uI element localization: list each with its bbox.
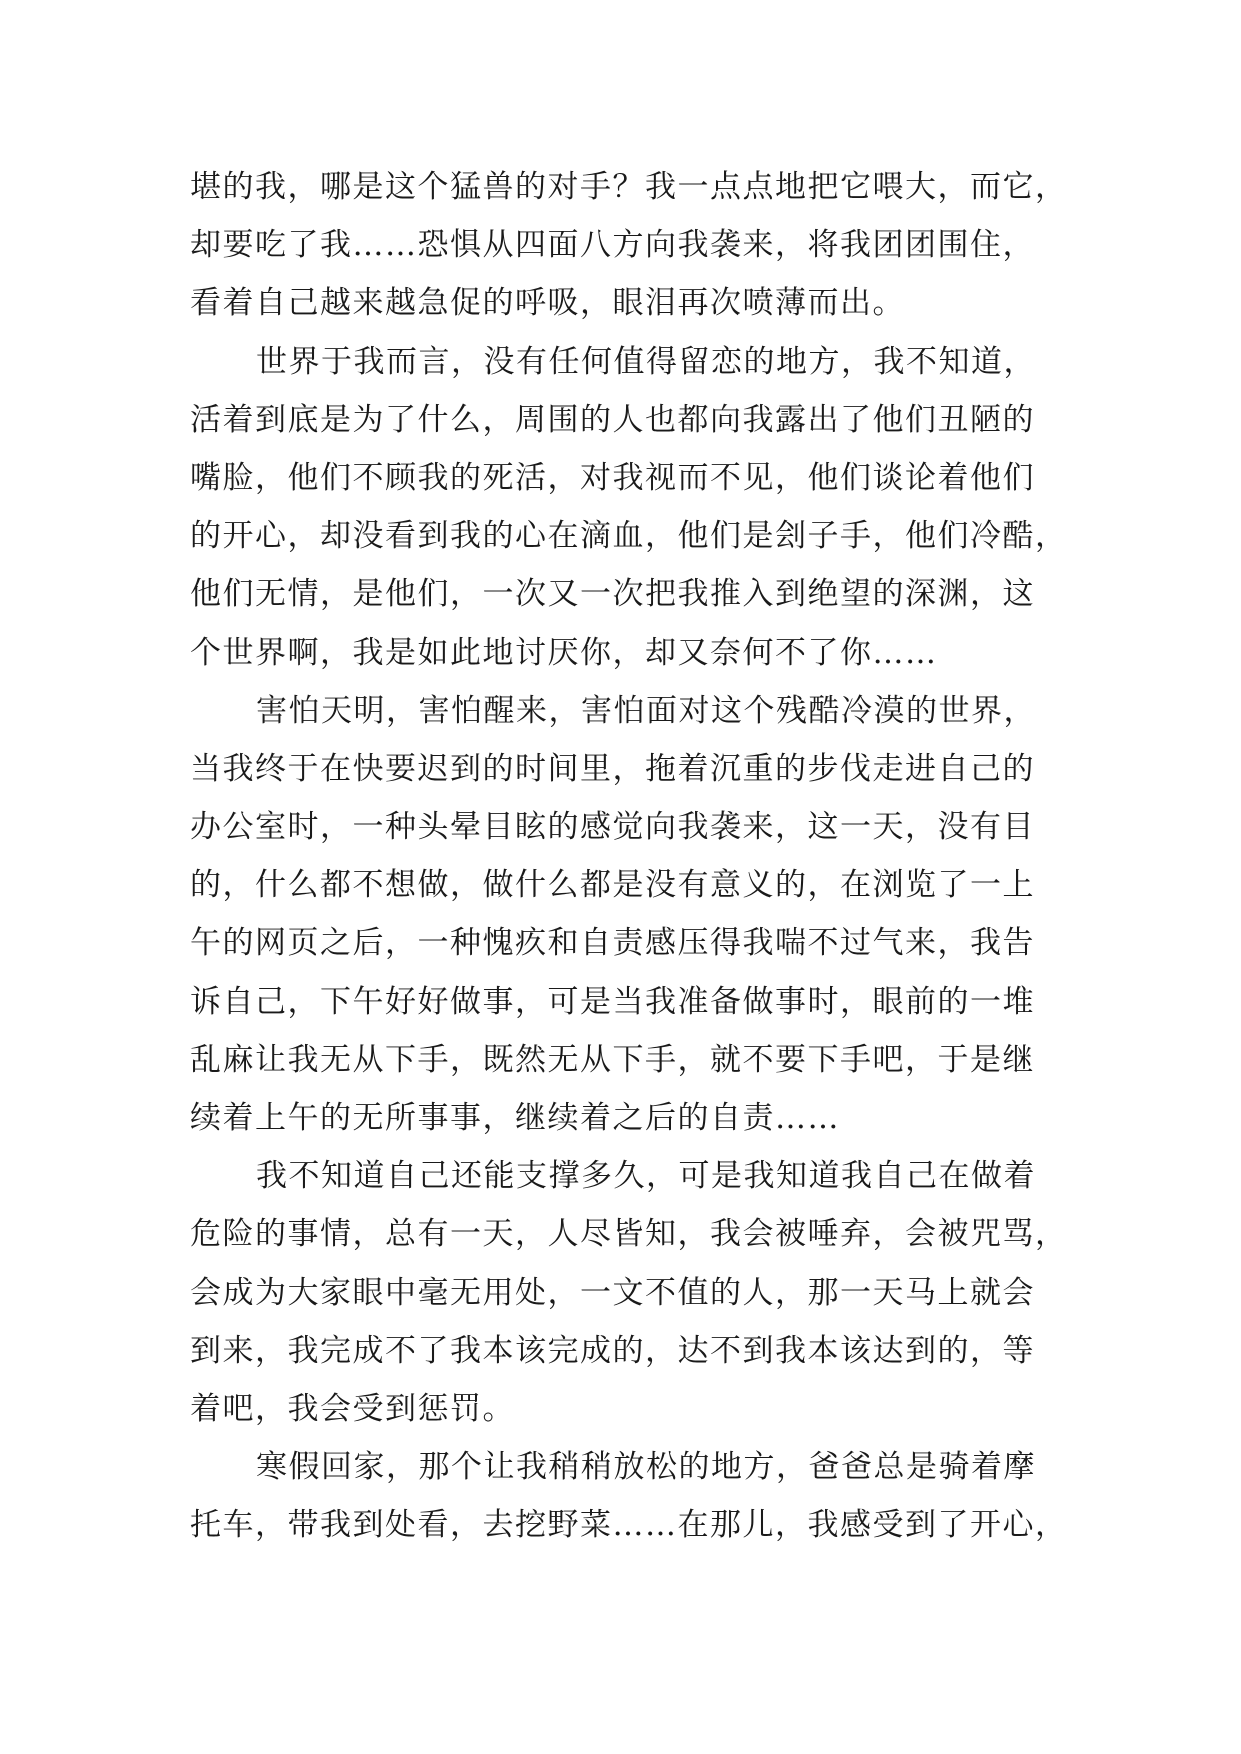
- text-line: 乱麻让我无从下手，既然无从下手，就不要下手吧，于是继: [190, 1041, 1035, 1078]
- text-line: 个世界啊，我是如此地讨厌你，却又奈何不了你……: [190, 634, 938, 671]
- paragraph-first-line: 世界于我而言，没有任何值得留恋的地方，我不知道，: [256, 343, 1036, 380]
- text-line: 办公室时，一种头晕目眩的感觉向我袭来，这一天，没有目: [190, 809, 1035, 846]
- text-line: 会成为大家眼中毫无用处，一文不值的人，那一天马上就会: [190, 1274, 1035, 1311]
- paragraph-first-line: 我不知道自己还能支撑多久，可是我知道我自己在做着: [256, 1158, 1036, 1195]
- text-line: 托车，带我到处看，去挖野菜……在那儿，我感受到了开心，: [190, 1507, 1068, 1544]
- text-line: 当我终于在快要迟到的时间里，拖着沉重的步伐走进自己的: [190, 750, 1035, 787]
- text-line: 嘴脸，他们不顾我的死活，对我视而不见，他们谈论着他们: [190, 459, 1035, 496]
- text-line: 他们无情，是他们，一次又一次把我推入到绝望的深渊，这: [190, 576, 1035, 613]
- text-line: 危险的事情，总有一天，人尽皆知，我会被唾弃，会被咒骂，: [190, 1216, 1068, 1253]
- text-line: 到来，我完成不了我本该完成的，达不到我本该达到的，等: [190, 1332, 1035, 1369]
- text-line: 的，什么都不想做，做什么都是没有意义的，在浏览了一上: [190, 867, 1035, 904]
- text-line: 的开心，却没看到我的心在滴血，他们是刽子手，他们冷酷，: [190, 518, 1068, 555]
- text-line: 续着上午的无所事事，继续着之后的自责……: [190, 1100, 840, 1136]
- paragraph-first-line: 害怕天明，害怕醒来，害怕面对这个残酷冷漠的世界，: [256, 692, 1036, 729]
- text-line: 午的网页之后，一种愧疚和自责感压得我喘不过气来，我告: [190, 925, 1035, 962]
- body-text: [190, 158, 1070, 1555]
- text-line: 却要吃了我……恐惧从四面八方向我袭来，将我团团围住，: [190, 227, 1035, 264]
- text-line: 看着自己越来越急促的呼吸，眼泪再次喷薄而出。: [190, 285, 905, 322]
- text-line: 着吧，我会受到惩罚。: [190, 1390, 515, 1427]
- text-line: 堪的我，哪是这个猛兽的对手？我一点点地把它喂大，而它，: [190, 169, 1068, 205]
- paragraph-first-line: 寒假回家，那个让我稍稍放松的地方，爸爸总是骑着摩: [256, 1449, 1036, 1486]
- text-line: 活着到底是为了什么，周围的人也都向我露出了他们丑陋的: [190, 401, 1035, 438]
- text-line: 诉自己，下午好好做事，可是当我准备做事时，眼前的一堆: [190, 983, 1035, 1020]
